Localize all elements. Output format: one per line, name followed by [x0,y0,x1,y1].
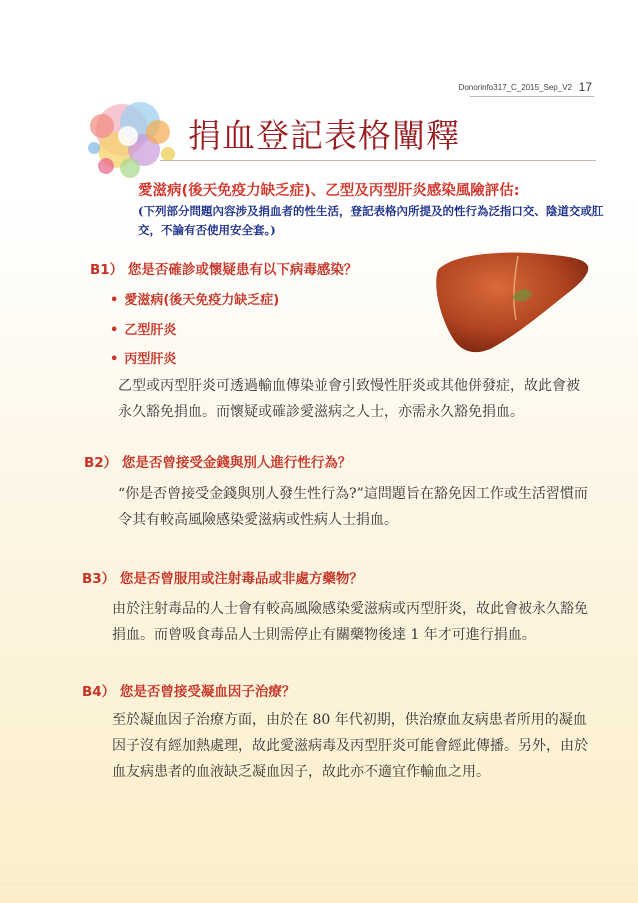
header-divider [470,96,594,97]
page-number: 17 [578,80,592,94]
footer-divider [0,884,638,885]
answer-b3: 由於注射毒品的人士會有較高風險感染愛滋病或丙型肝炎，故此會被永久豁免捐血。而曾吸食毒品人士則需停止有關藥物後達 1 年才可進行捐血。 [112,601,588,643]
liver-illustration [432,248,592,358]
bullet-item: • 乙型肝炎 [110,323,177,338]
bullet-item: • 愛滋病(後天免疫力缺乏症) [110,293,280,308]
title-divider [160,160,596,161]
bullet-item: • 丙型肝炎 [110,352,177,367]
document-code: Donorinfo317_C_2015_Sep_V2 [458,83,572,92]
answer-b4: 至於凝血因子治療方面，由於在 80 年代初期，供治療血友病患者所用的凝血因子沒有經加熱處理，故此愛滋病毒及丙型肝炎可能會經此傳播。另外，由於血友病患者的血液缺乏凝血因子，故此亦不適宜作輸血之用。 [112,712,588,780]
note-text: (下列部分問題內容涉及捐血者的性生活，登記表格內所提及的性行為泛指口交、陰道交或肛交，不論有否使用安全套。) [138,204,604,237]
section-subtitle: 愛滋病(後天免疫力缺乏症)、乙型及丙型肝炎感染風險評估: [138,183,520,199]
answer-b1: 乙型或丙型肝炎可透過輸血傳染並會引致慢性肝炎或其他併發症，故此會被永久豁免捐血。而懷疑或確診愛滋病之人士，亦需永久豁免捐血。 [118,378,580,420]
question-b3: B3） 您是否曾服用或注射毒品或非處方藥物？ [82,571,363,587]
answer-b2: “你是否曾接受金錢與別人發生性行為?”這問題旨在豁免因工作或生活習慣而令其有較高風險感染愛滋病或性病人士捐血。 [118,486,588,528]
question-b1: B1） 您是否確診或懷疑患有以下病毒感染？ [90,262,358,278]
decorative-circles-graphic [82,92,192,192]
question-b4: B4） 您是否曾接受凝血因子治療？ [82,684,296,700]
page-title: 捐血登記表格闡釋 [188,116,460,155]
question-b2: B2） 您是否曾接受金錢與別人進行性行為？ [84,455,352,471]
